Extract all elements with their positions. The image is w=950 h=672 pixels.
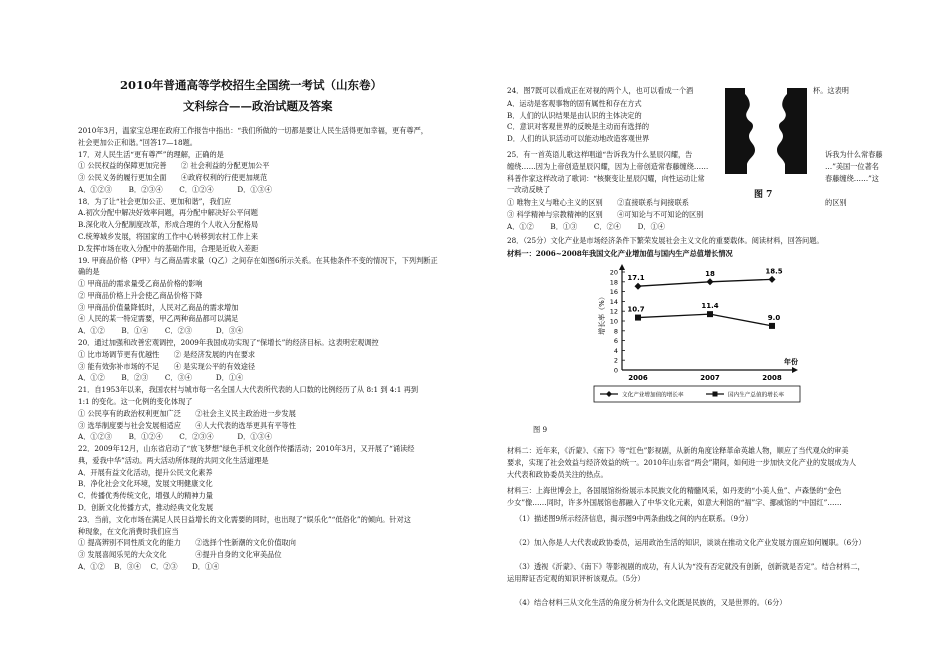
text-line: A．①② B．①④ C．②③ D．③④ (78, 326, 244, 336)
y-tick-label: 14 (609, 297, 618, 306)
question-2: （2）加入你是人大代表或政协委员，运用政治生活的知识，谈谈在推动文化产业发展方面应如何履职。（6分） (515, 538, 866, 547)
y-tick-label: 18 (609, 278, 618, 287)
y-axis-arrow (619, 264, 625, 270)
text-line: B.深化收入分配制度改革，形成合理的个人收入分配格局 (78, 220, 259, 230)
chart-series (627, 267, 782, 329)
text-line: ① 公民权益的保障更加完善 ② 社会利益的分配更加公平 (78, 161, 270, 171)
text-line: A．运动是客观事物的固有属性和存在方式 (507, 99, 642, 108)
text-line: A．①② B．②③ C．③④ D．①④ (78, 373, 244, 383)
data-label: 10.7 (627, 305, 645, 314)
text-line: 要求，实现了社会效益与经济效益的统一。2010年山东省“两会”期间，如何进一步加快文化产业的发展成为人 (507, 458, 857, 467)
text-line: A．①② B．③④ C．②③ D．①④ (78, 561, 220, 571)
text-line: C．传播优秀传统文化，增强人的精神力量 (78, 491, 213, 501)
x-tick-label: 2007 (700, 374, 720, 382)
q24-stem: 24．图7既可以看成正在对视的两个人，也可以看成一个酒 (507, 86, 694, 95)
text-line: C．意识对客观世界的反映是主动而有选择的 (507, 122, 650, 131)
text-line: ③ 公民义务的履行更加全面 ④政府权利的行使更加规范 (78, 173, 268, 183)
text-line: 材料三：上海世博会上，各国展馆纷纷展示本民族文化的精髓风采，如丹麦的“小美人鱼”、卢森堡的“金色 (507, 486, 842, 495)
text-line: 20．通过加强和改善宏观调控，2009年我国成功实现了“保增长”的经济目标。这表明宏观调控 (78, 338, 379, 348)
legend-entry-1: 文化产业增加值的增长率 (622, 392, 684, 399)
data-label: 18 (705, 269, 715, 278)
data-label: 17.1 (627, 274, 645, 283)
q25-tail: 的区别 (825, 198, 847, 207)
material-1: 材料一：2006~2008年我国文化产业增加值与国内生产总值增长情况 (507, 249, 733, 258)
data-label: 18.5 (765, 267, 783, 276)
data-label: 9.0 (767, 313, 781, 322)
text-line: 科普作家这样改动了歌词：“核聚变让星辰闪耀，向性运动让常 (507, 173, 705, 183)
figure-7-caption: 图 7 (754, 190, 773, 200)
text-line: A．开展有益文化活动，提升公民文化素养 (78, 467, 213, 477)
data-point (707, 311, 713, 317)
text-line: 19. 甲商品价格（P甲）与乙商品需求量（Q乙）之间存在如图6所示关系。在其他条件不变的情况下，下列判断正 (78, 255, 438, 265)
text-line: 25．有一首英语儿歌这样唱道“告诉我为什么星辰闪耀，告 (507, 150, 693, 159)
y-tick-label: 10 (609, 317, 618, 326)
y-tick-label: 16 (609, 288, 618, 297)
text-line: ① 唯物主义与唯心主义的区别 ②直接联系与间接联系 (507, 198, 689, 207)
question-3: （3）透视《沂蒙》、《南下》等影视剧的成功，有人认为“没有否定就没有创新，创新就是否定”。结合材料二， (515, 562, 865, 571)
text-line: ③ 科学精神与宗教精神的区别 ④可知论与不可知论的区别 (507, 210, 704, 219)
data-point (769, 323, 775, 329)
legend-marker (606, 391, 612, 397)
legend-marker (713, 392, 718, 397)
legend-entry-2: 国内生产总值的增长率 (728, 392, 784, 399)
text-line: A.初次分配中解决好效率问题，再分配中解决好公平问题 (78, 208, 258, 218)
figure-9-label: 图 9 (533, 425, 548, 434)
data-point (707, 278, 714, 285)
text-line: 1:1 的变化。这一化例的变化体现了 (78, 396, 193, 406)
y-tick-label: 8 (613, 327, 618, 336)
x-axis-label: 年份 (784, 358, 798, 366)
data-label: 11.4 (701, 302, 719, 311)
text-line: ④ 人民的某一特定需要，甲乙两种商品都可以满足 (78, 314, 239, 324)
y-tick-label: 6 (613, 337, 618, 346)
series-line-2 (638, 314, 772, 326)
text-line: ③ 发展喜闻乐见的大众文化 ④提升自身的文化审美品位 (78, 550, 282, 560)
exam-subtitle: 文科综合——政治试题及答案 (183, 99, 333, 113)
y-tick-label: 2 (613, 356, 618, 365)
text-line: 春藤缠绕……”这 (825, 173, 879, 183)
text-line: B．净化社会文化环境，发展文明健康文化 (78, 479, 213, 489)
text-line: 2010年3月，温家宝总理在政府工作报告中指出：“我们所做的一切都是要让人民生活得更加幸福，更有尊严， (78, 126, 428, 135)
q28-intro: 28．（25分）文化产业是市场经济条件下繁荣发展社会主义文化的重要载体。阅读材料，回答问题。 (507, 236, 824, 245)
x-tick-label: 2008 (762, 374, 782, 382)
text-line: A．①② B．①③ C．②④ D．①④ (507, 222, 665, 231)
y-tick-label: 20 (609, 268, 618, 277)
text-line: 少女”像……同时，许多外国展馆也都融入了中华文化元素，如意大利馆的“福”字、挪威馆的“中国红”…… (507, 498, 842, 507)
text-line: 种现象，在文化消费时我们应当 (78, 526, 179, 536)
text-line: C.统筹城乡发展，将国家的工作中心转移到农村工作上来 (78, 232, 259, 242)
text-line: 22．2009年12月，山东省启动了“放飞梦想”绿色手机文化创作传播活动；2010年3月，又开展了“诵读经 (78, 444, 415, 454)
text-line: D．人们的认识活动可以能动地改造客观世界 (507, 133, 650, 143)
text-line: 缠绕……因为上帝创造星辰闪耀，因为上帝创造常春藤缠绕…… (507, 161, 709, 171)
rubin-vase-icon (725, 88, 807, 174)
text-line: ③ 甲商品价值量降低时，人民对乙商品的需求增加 (78, 302, 239, 312)
text-line: A．①②③ B．②③④ C．①②④ D．①③④ (78, 184, 272, 194)
text-line: 18．为了让“社会更加公正、更加和谐”，我们应 (78, 196, 232, 206)
text-line: 一改动反映了 (507, 185, 551, 195)
text-line: ③ 能有效弥补市场的不足 ④ 是实现公平的有效途径 (78, 361, 256, 371)
text-line: ① 公民享有的政治权利更加广泛 ②社会主义民主政治进一步发展 (78, 408, 296, 418)
question-5: （4）结合材料三从文化生活的角度分析为什么文化既是民族的，又是世界的。（6分） (515, 598, 787, 607)
q24-stem-end: 杯。这表明 (813, 86, 849, 95)
text-line: 21．自1953年以来，我国农村与城市每一名全国人大代表所代表的人口数的比例经历了从 8:1 到 4:1 再到 (78, 385, 419, 395)
text-line: B．人们的认识结果是由认识的主体决定的 (507, 110, 642, 120)
data-point (635, 315, 641, 321)
text-line: ② 甲商品价格上升会使乙商品价格下降 (78, 290, 203, 300)
text-line: 社会更加公正和谐。”回答17—18题。 (78, 137, 197, 147)
data-point (635, 283, 642, 290)
text-line: 17．对人民生活“更有尊严”的理解，正确的是 (78, 149, 224, 159)
figure-9-line-chart (590, 262, 810, 422)
text-line: 诉我为什么常春藤 (825, 150, 883, 159)
text-line: ① 甲商品的需求量受乙商品价格的影响 (78, 279, 203, 289)
exam-title: 2010年普通高等学校招生全国统一考试（山东卷） (120, 78, 383, 92)
text-line: D．创新文化传播方式，推动经典文化发展 (78, 502, 214, 512)
text-line: A．①②③ B．①②④ C．②③④ D．①③④ (78, 432, 272, 442)
text-line: 大代表和政协委员关注的热点。 (507, 470, 608, 479)
x-tick-label: 2006 (628, 374, 648, 382)
text-line: ① 比市场调节更有优越性 ② 是经济发展的内在要求 (78, 349, 256, 359)
series-line-1 (638, 279, 772, 286)
text-line: 23．当前，文化市场在满足人民日益增长的文化需要的同时，也出现了“娱乐化”“低俗化”的倾向。针对这 (78, 514, 411, 524)
question-4: 运用辩证否定观的知识评析该观点。（5分） (507, 574, 645, 583)
data-point (769, 276, 776, 283)
y-tick-label: 0 (613, 366, 618, 375)
text-line: ③ 选举制度要与社会发展相适应 ④人大代表的选举更具有平等性 (78, 420, 296, 430)
figure-7-vase-faces-image (725, 88, 807, 174)
y-tick-label: 12 (609, 307, 618, 316)
text-line: D.发挥市场在收入分配中的基础作用，合理是近收入差距 (78, 243, 259, 253)
text-line: 材料二：近年来，《沂蒙》、《南下》等“红色”影视剧，从新的角度诠释革命英雄人物，顺应了当代观众的审美 (507, 446, 849, 455)
y-tick-label: 4 (613, 346, 618, 355)
x-axis-arrow (792, 367, 798, 373)
text-line: 典，爱我中华”活动。两大活动所体现的共同文化生活道理是 (78, 455, 269, 465)
text-line: …”美国一位著名 (825, 161, 879, 171)
question-1: （1）描述图9所示经济信息，揭示图9中两条曲线之间的内在联系。（9分） (515, 514, 753, 523)
text-line: ① 提高辨别不同性质文化的能力 ②选择个性新潮的文化价值取向 (78, 538, 296, 548)
text-line: 确的是 (78, 267, 100, 277)
y-axis-label: 增长率（%） (598, 293, 606, 335)
chart-legend (594, 386, 800, 402)
